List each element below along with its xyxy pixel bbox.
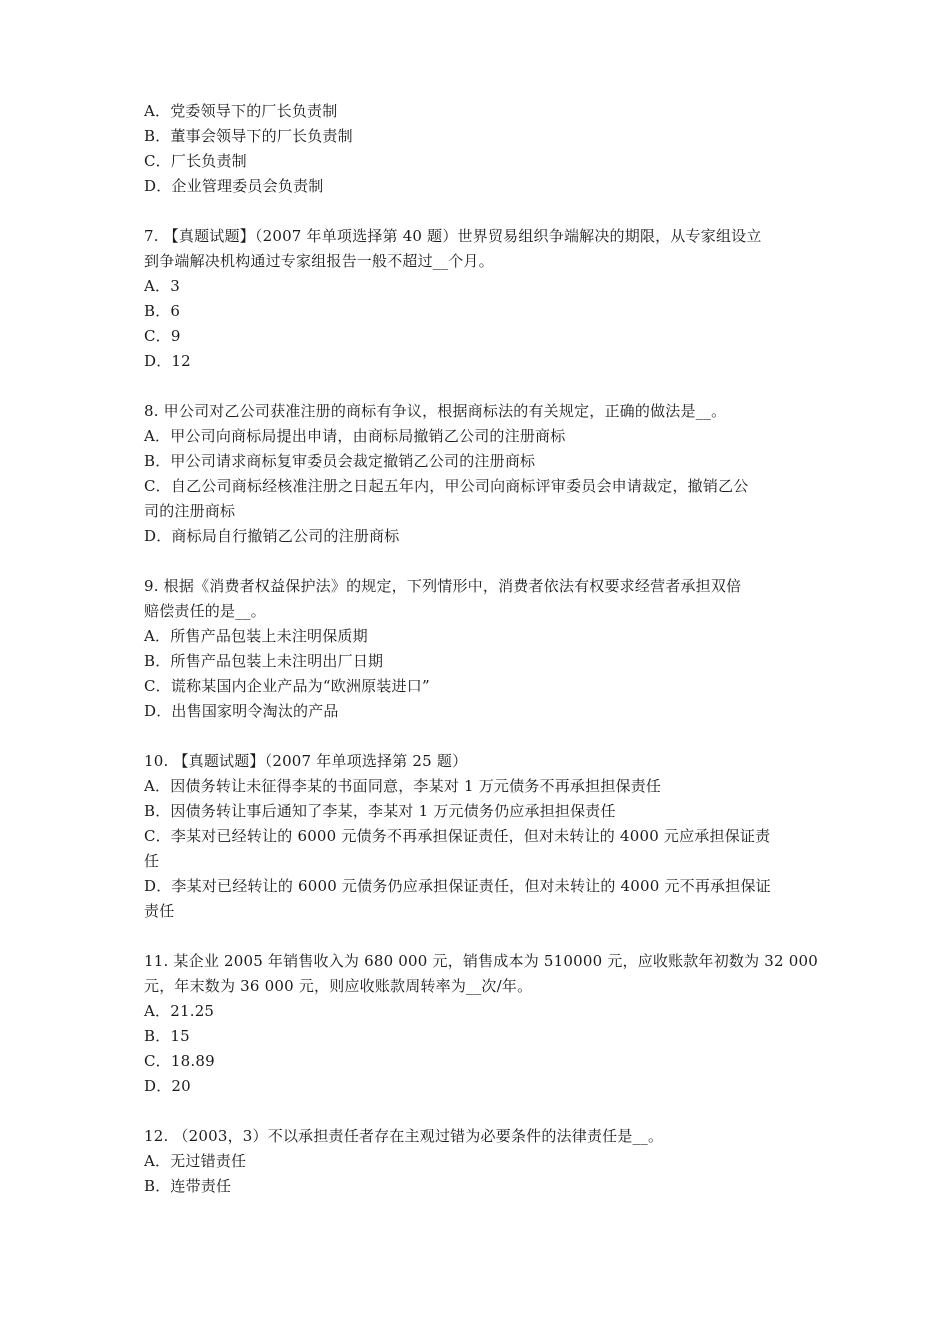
question-11 <box>144 949 818 1099</box>
question-10 <box>144 749 814 924</box>
option-c: C．谎称某国内企业产品为“欧洲原装进口” <box>144 677 430 695</box>
option-b: B．连带责任 <box>144 1177 232 1195</box>
option-a: A．3 <box>144 277 180 295</box>
option-b: B．因债务转让事后通知了李某，李某对 1 万元债务仍应承担担保责任 <box>144 802 616 820</box>
question-text: 赔偿责任的是__。 <box>144 602 266 620</box>
spacer <box>144 549 814 574</box>
option-c-continued: 任 <box>144 852 160 870</box>
spacer <box>144 724 814 749</box>
option-a: A．党委领导下的厂长负责制 <box>144 102 338 120</box>
question-7 <box>144 224 814 374</box>
question-6-options <box>144 99 814 199</box>
question-text: 元，年末数为 36 000 元，则应收账款周转率为__次/年。 <box>144 977 533 995</box>
question-text: 7. 【真题试题】（2007 年单项选择第 40 题）世界贸易组织争端解决的期限，从专家组设立 <box>144 227 762 245</box>
option-d: D．商标局自行撤销乙公司的注册商标 <box>144 527 400 545</box>
option-c: C．9 <box>144 327 181 345</box>
option-d-continued: 责任 <box>144 902 175 920</box>
option-c: C．自乙公司商标经核准注册之日起五年内，甲公司向商标评审委员会申请裁定，撤销乙公 <box>144 477 749 495</box>
spacer <box>144 924 814 949</box>
option-d: D．李某对已经转让的 6000 元债务仍应承担保证责任，但对未转让的 4000 元不再承担保证 <box>144 877 771 895</box>
option-d: D．12 <box>144 352 191 370</box>
option-c: C．李某对已经转让的 6000 元债务不再承担保证责任，但对未转让的 4000 元应承担保证责 <box>144 827 771 845</box>
option-d: D．20 <box>144 1077 191 1095</box>
option-a: A．21.25 <box>144 1002 215 1020</box>
question-text: 10. 【真题试题】（2007 年单项选择第 25 题） <box>144 752 468 770</box>
question-text: 11. 某企业 2005 年销售收入为 680 000 元，销售成本为 510000 元，应收账款年初数为 32 000 <box>144 952 818 970</box>
question-text: 12. （2003，3）不以承担责任者存在主观过错为必要条件的法律责任是__。 <box>144 1127 664 1145</box>
spacer <box>144 199 814 224</box>
question-text: 到争端解决机构通过专家组报告一般不超过__个月。 <box>144 252 494 270</box>
document-page <box>144 99 818 1199</box>
option-c-continued: 司的注册商标 <box>144 502 236 520</box>
option-a: A．所售产品包装上未注明保质期 <box>144 627 368 645</box>
option-b: B．15 <box>144 1027 190 1045</box>
option-c: C．厂长负责制 <box>144 152 247 170</box>
option-d: D．企业管理委员会负责制 <box>144 177 324 195</box>
question-text: 9. 根据《消费者权益保护法》的规定，下列情形中，消费者依法有权要求经营者承担双倍 <box>144 577 742 595</box>
spacer <box>144 1099 814 1124</box>
option-c: C．18.89 <box>144 1052 215 1070</box>
question-8 <box>144 399 814 549</box>
option-b: B．董事会领导下的厂长负责制 <box>144 127 353 145</box>
option-a: A．因债务转让未征得李某的书面同意，李某对 1 万元债务不再承担担保责任 <box>144 777 662 795</box>
option-d: D．出售国家明令淘汰的产品 <box>144 702 339 720</box>
option-b: B．6 <box>144 302 181 320</box>
option-b: B．所售产品包装上未注明出厂日期 <box>144 652 384 670</box>
question-12 <box>144 1124 814 1199</box>
question-text: 8. 甲公司对乙公司获准注册的商标有争议，根据商标法的有关规定，正确的做法是__。 <box>144 402 727 420</box>
option-a: A．无过错责任 <box>144 1152 247 1170</box>
question-9 <box>144 574 814 724</box>
spacer <box>144 374 814 399</box>
option-b: B．甲公司请求商标复审委员会裁定撤销乙公司的注册商标 <box>144 452 536 470</box>
option-a: A．甲公司向商标局提出申请，由商标局撤销乙公司的注册商标 <box>144 427 566 445</box>
